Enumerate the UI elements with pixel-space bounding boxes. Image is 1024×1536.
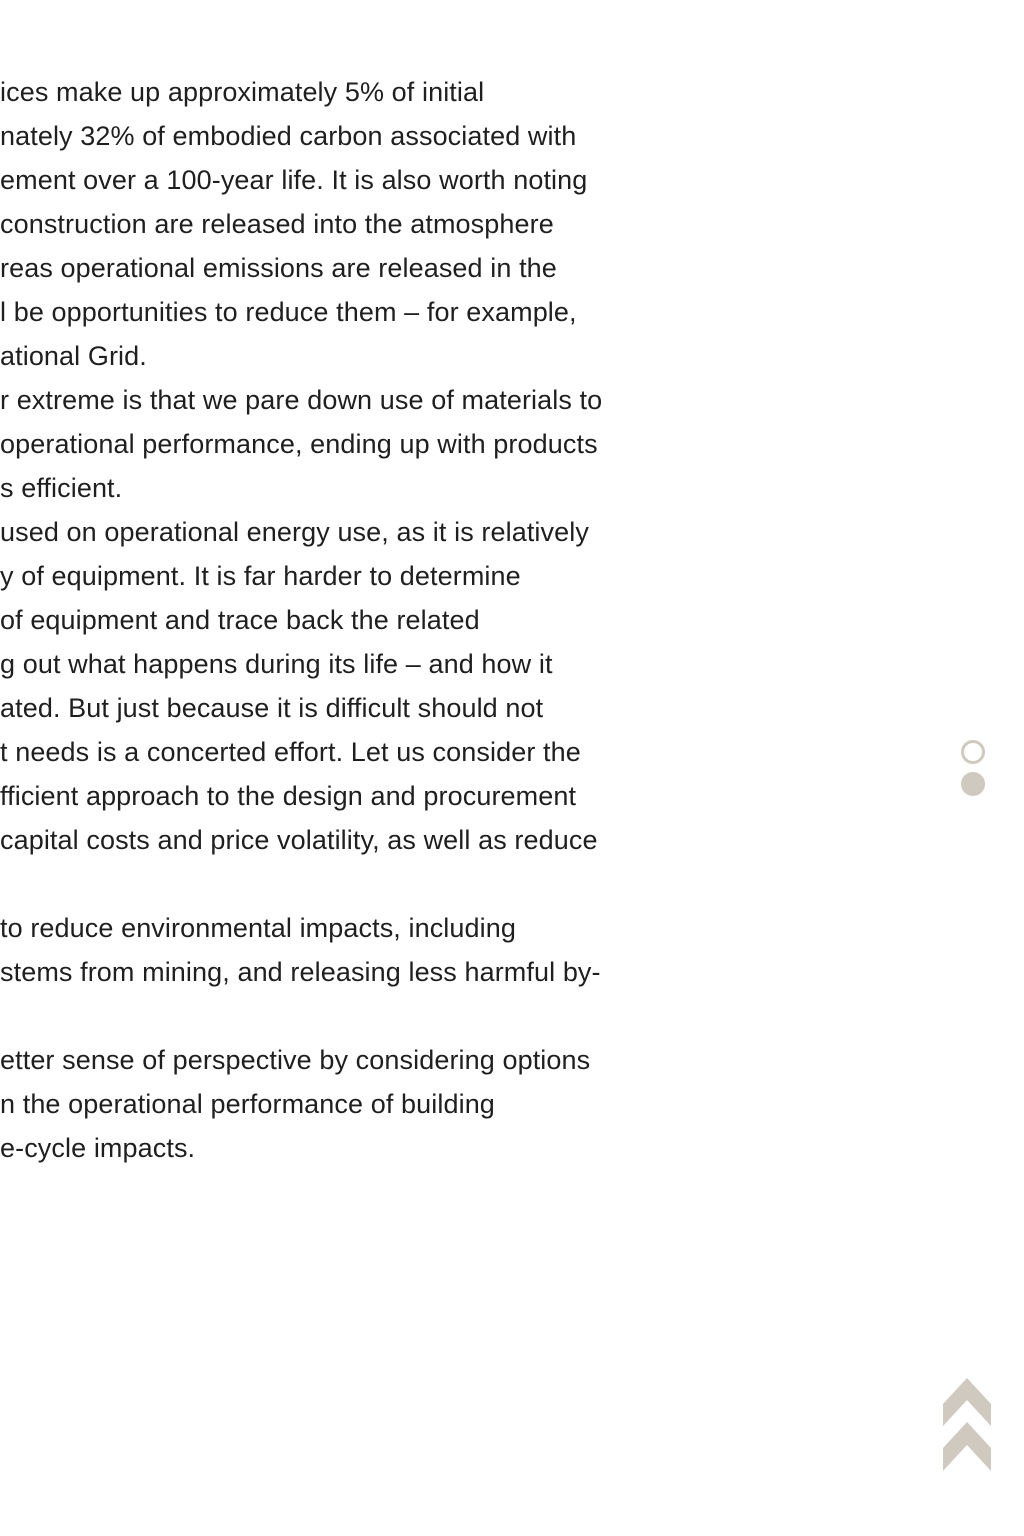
body-line: nately 32% of embodied carbon associated with (0, 121, 577, 151)
page-pager (961, 740, 987, 804)
body-line: operational performance, ending up with products (0, 429, 598, 459)
pager-dot-page-1[interactable] (961, 740, 985, 764)
body-line: g out what happens during its life – and how it (0, 649, 553, 679)
body-line: used on operational energy use, as it is relatively (0, 517, 589, 547)
body-line: e-cycle impacts. (0, 1133, 196, 1163)
body-line: to reduce environmental impacts, including (0, 913, 516, 943)
body-line: etter sense of perspective by considering options (0, 1045, 591, 1075)
body-line: ices make up approximately 5% of initial (0, 77, 485, 107)
article-body (0, 70, 660, 1190)
body-line: s efficient. (0, 473, 123, 503)
pager-dot-page-2-active[interactable] (961, 772, 985, 796)
body-line: l be opportunities to reduce them – for example, (0, 297, 577, 327)
body-line: capital costs and price volatility, as well as reduce (0, 825, 598, 855)
body-line: ated. But just because it is difficult should not (0, 693, 544, 723)
body-line: y of equipment. It is far harder to determine (0, 561, 521, 591)
body-line: n the operational performance of building (0, 1089, 495, 1119)
body-line: construction are released into the atmosphere (0, 209, 554, 239)
body-line: ement over a 100-year life. It is also worth noting (0, 165, 588, 195)
body-line: stems from mining, and releasing less harmful by- (0, 957, 601, 987)
body-line: r extreme is that we pare down use of materials to (0, 385, 603, 415)
body-line: fficient approach to the design and procurement (0, 781, 577, 811)
double-chevron-up-icon (943, 1378, 991, 1474)
scroll-to-top-button[interactable] (943, 1378, 991, 1474)
body-line: t needs is a concerted effort. Let us consider the (0, 737, 581, 767)
body-line: ational Grid. (0, 341, 147, 371)
body-line: reas operational emissions are released in the (0, 253, 557, 283)
body-line: of equipment and trace back the related (0, 605, 480, 635)
